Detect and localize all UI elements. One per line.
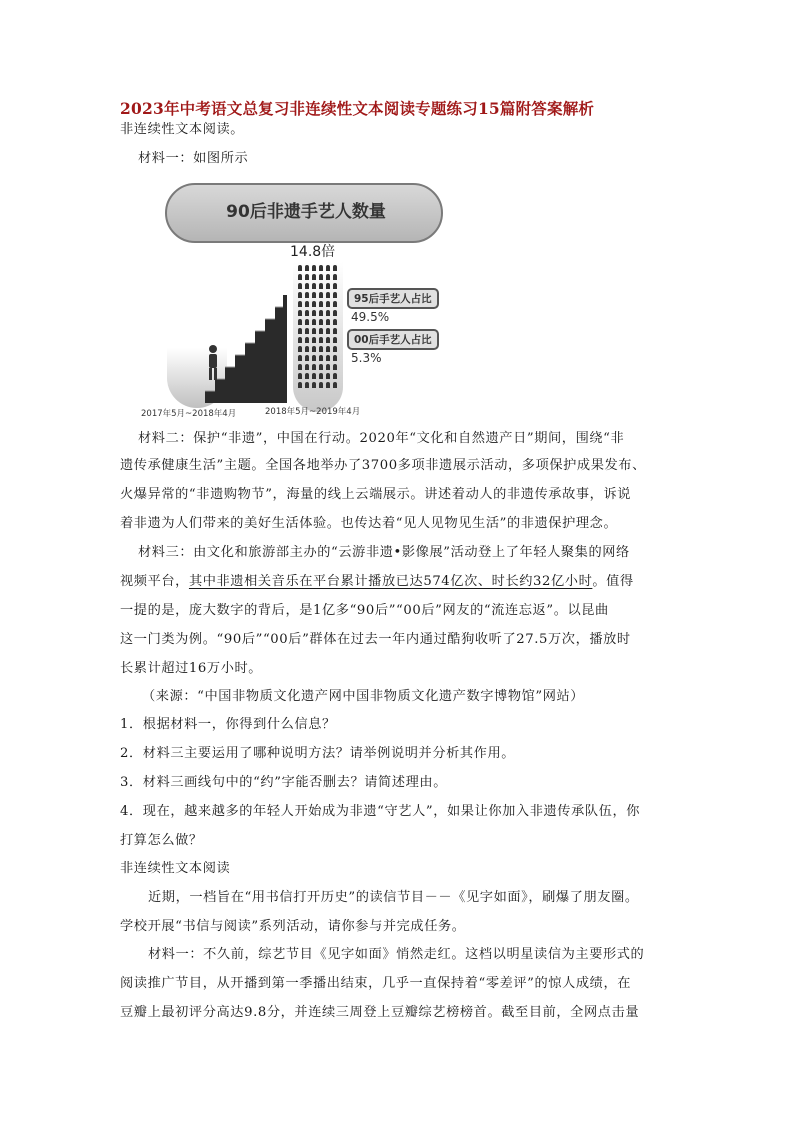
person-icon <box>305 301 309 307</box>
person-icon <box>298 382 302 388</box>
question-3: 3．材料三画线句中的“约”字能否删去？请简述理由。 <box>120 775 447 790</box>
person-icon <box>333 328 337 334</box>
person-icon <box>333 346 337 352</box>
person-icon <box>319 301 323 307</box>
person-icon <box>312 310 316 316</box>
infographic-90s-artisans <box>141 178 465 419</box>
person-icon <box>298 337 302 343</box>
person-icon <box>305 364 309 370</box>
person-icon <box>312 373 316 379</box>
person-icon <box>326 283 330 289</box>
person-icon <box>333 301 337 307</box>
person-icon <box>305 292 309 298</box>
person-icon <box>305 265 309 271</box>
material-1-intro: 材料一：如图所示 <box>138 151 249 166</box>
person-icon <box>319 382 323 388</box>
material-3-line-2 <box>120 573 634 591</box>
person-icon <box>312 382 316 388</box>
material-3-line-1: 材料三：由文化和旅游部主办的“云游非遗•影像展”活动登上了年轻人聚集的网络 <box>138 545 630 560</box>
material-3-line-4: 这一门类为例。“90后”“00后”群体在过去一年内通过酷狗收听了27.5万次，播放时 <box>120 632 631 647</box>
person-icon <box>312 364 316 370</box>
person-icon <box>333 310 337 316</box>
person-icon <box>305 328 309 334</box>
person-icon <box>305 274 309 280</box>
person-icon <box>333 283 337 289</box>
growth-multiplier: 14.8倍 <box>290 244 336 260</box>
person-icon <box>319 355 323 361</box>
person-icon <box>298 292 302 298</box>
person-icon <box>305 373 309 379</box>
person-icon <box>319 283 323 289</box>
person-icon <box>312 283 316 289</box>
person-icon <box>326 274 330 280</box>
person-icon <box>298 283 302 289</box>
person-icon <box>326 337 330 343</box>
stat-95-label: 95后手艺人占比 <box>347 288 439 309</box>
material-2-line-2: 遗传承健康生活”主题。全国各地举办了3700多项非遗展示活动，多项保护成果发布、 <box>120 458 646 473</box>
person-icon <box>298 328 302 334</box>
section-2-material-1-line-2: 阅读推广节目，从开播到第一季播出结束，几乎一直保持着“零差评”的惊人成绩，在 <box>120 976 632 991</box>
section-2-material-1-line-3: 豆瓣上最初评分高达9.8分，并连续三周登上豆瓣综艺榜榜首。截至目前，全网点击量 <box>120 1005 640 1020</box>
person-icon <box>298 310 302 316</box>
material-3-line-3: 一提的是，庞大数字的背后，是1亿多“90后”“00后”网友的“流连忘返”。以昆曲 <box>120 603 609 618</box>
material-2-line-1: 材料二：保护“非遗”，中国在行动。2020年“文化和自然遗产日”期间，围绕“非 <box>138 431 625 446</box>
person-icon <box>319 373 323 379</box>
section-label: 非连续性文本阅读。 <box>120 122 245 137</box>
climbing-person-icon <box>209 345 217 380</box>
person-icon <box>312 319 316 325</box>
person-icon <box>305 319 309 325</box>
person-icon <box>312 355 316 361</box>
section-2-intro-line-2: 学校开展“书信与阅读”系列活动，请你参与并完成任务。 <box>120 919 466 934</box>
person-icon <box>326 292 330 298</box>
staircase <box>205 295 287 403</box>
person-icon <box>298 364 302 370</box>
period-2-label: 2018年5月~2019年4月 <box>265 407 361 417</box>
stat-95-value: 49.5% <box>351 310 390 324</box>
stat-00-value: 5.3% <box>351 351 382 365</box>
person-icon <box>305 283 309 289</box>
person-icon <box>319 346 323 352</box>
person-icon <box>326 319 330 325</box>
person-icon <box>312 265 316 271</box>
person-icon <box>326 265 330 271</box>
person-icon <box>326 310 330 316</box>
people-column <box>293 262 343 412</box>
person-icon <box>326 328 330 334</box>
person-icon <box>305 355 309 361</box>
person-icon <box>312 292 316 298</box>
question-2: 2．材料三主要运用了哪种说明方法？请举例说明并分析其作用。 <box>120 746 516 761</box>
person-icon <box>319 274 323 280</box>
person-icon <box>298 301 302 307</box>
document-title: 2023年中考语文总复习非连续性文本阅读专题练习15篇附答案解析 <box>120 99 595 118</box>
person-icon <box>333 337 337 343</box>
person-icon <box>298 319 302 325</box>
person-icon <box>319 310 323 316</box>
person-icon <box>319 319 323 325</box>
question-4-line-1: 4．现在，越来越多的年轻人开始成为非遗“守艺人”，如果让你加入非遗传承队伍，你 <box>120 804 641 819</box>
person-icon <box>319 328 323 334</box>
person-icon <box>305 382 309 388</box>
person-icon <box>319 337 323 343</box>
source-note: （来源：“中国非物质文化遗产网中国非物质文化遗产数字博物馆”网站） <box>142 689 585 704</box>
person-icon <box>319 265 323 271</box>
person-icon <box>326 382 330 388</box>
person-icon <box>319 292 323 298</box>
question-4-line-2: 打算怎么做？ <box>120 833 203 848</box>
stat-00-label: 00后手艺人占比 <box>347 329 439 350</box>
person-icon <box>326 346 330 352</box>
material-3-line-2-start: 视频平台， <box>120 574 189 589</box>
person-icon <box>305 337 309 343</box>
material-3-line-5: 长累计超过16万小时。 <box>120 661 263 676</box>
person-icon <box>312 274 316 280</box>
person-icon <box>298 373 302 379</box>
person-icon <box>312 328 316 334</box>
person-icon <box>333 364 337 370</box>
person-icon <box>333 292 337 298</box>
person-icon <box>326 373 330 379</box>
person-icon <box>326 301 330 307</box>
person-icon <box>312 346 316 352</box>
person-icon <box>333 319 337 325</box>
person-icon <box>319 364 323 370</box>
section-2-intro-line-1: 近期，一档旨在“用书信打开历史”的读信节目－－《见字如面》，刷爆了朋友圈。 <box>148 890 639 905</box>
person-icon <box>326 355 330 361</box>
person-icon <box>312 337 316 343</box>
person-icon <box>333 355 337 361</box>
section-2-material-1-line-1: 材料一：不久前，综艺节目《见字如面》悄然走红。这档以明星读信为主要形式的 <box>148 947 645 962</box>
material-2-line-4: 着非遗为人们带来的美好生活体验。也传达着“见人见物见生活”的非遗保护理念。 <box>120 516 618 531</box>
person-icon <box>305 346 309 352</box>
person-icon <box>298 265 302 271</box>
person-icon <box>326 364 330 370</box>
person-icon <box>305 310 309 316</box>
material-3-line-2-end: 。值得 <box>592 574 634 589</box>
underlined-sentence: 其中非遗相关音乐在平台累计播放已达574亿次、时长约32亿小时 <box>188 574 593 589</box>
person-icon <box>333 382 337 388</box>
material-2-line-3: 火爆异常的“非遗购物节”，海量的线上云端展示。讲述着动人的非遗传承故事，诉说 <box>120 487 632 502</box>
question-1: 1．根据材料一，你得到什么信息？ <box>120 717 336 732</box>
person-icon <box>298 346 302 352</box>
person-icon <box>312 301 316 307</box>
person-icon <box>298 274 302 280</box>
person-icon <box>298 355 302 361</box>
person-icon <box>333 274 337 280</box>
person-icon <box>333 265 337 271</box>
period-1-label: 2017年5月~2018年4月 <box>141 409 237 419</box>
section-2-title: 非连续性文本阅读 <box>120 861 231 876</box>
banner-title: 90后非遗手艺人数量 <box>226 202 386 222</box>
person-icon <box>333 373 337 379</box>
